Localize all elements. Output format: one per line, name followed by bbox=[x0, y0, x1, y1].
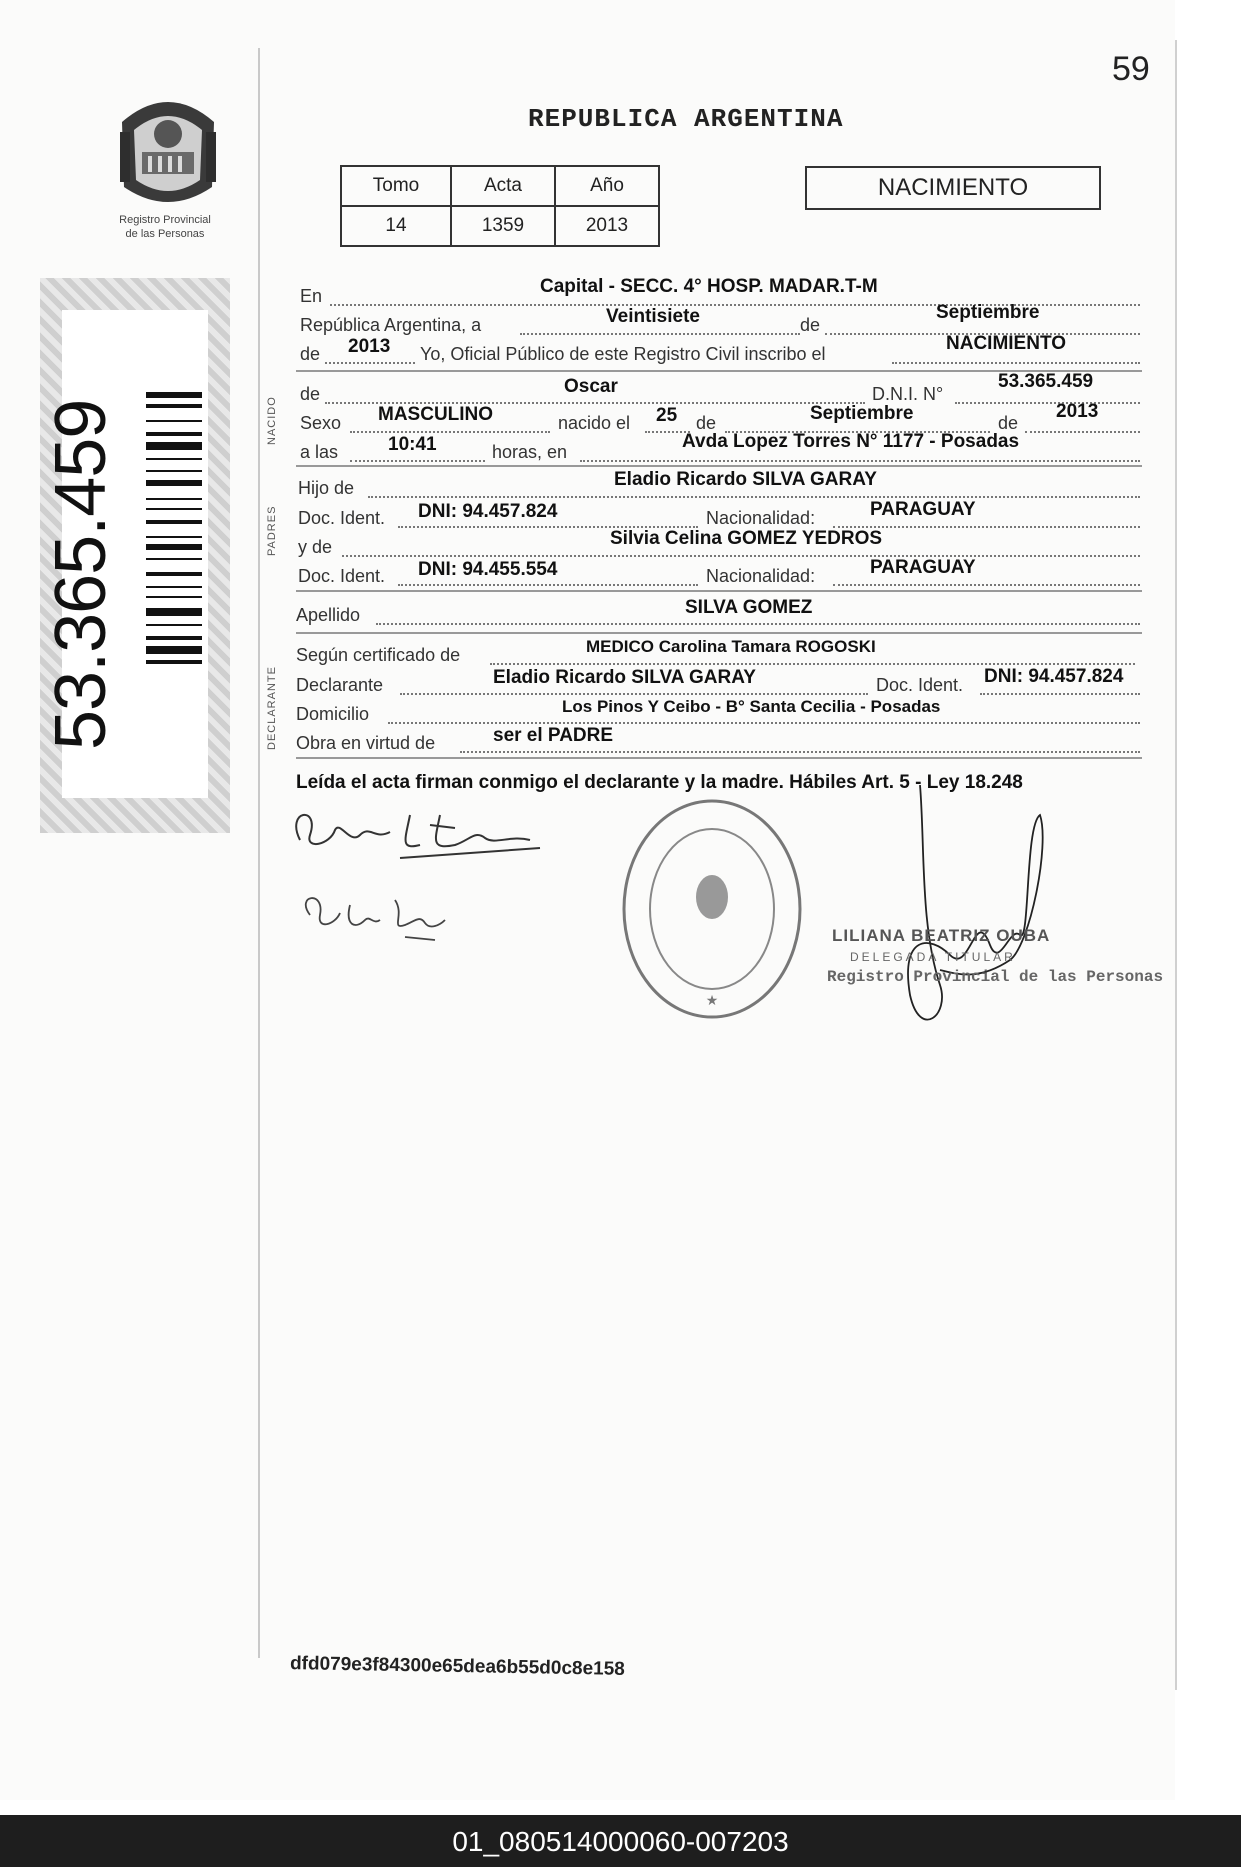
value-doc2: DNI: 94.455.554 bbox=[418, 559, 558, 580]
label-yo: Yo, Oficial Público de este Registro Civil inscribo el bbox=[420, 344, 826, 364]
label-cert: Según certificado de bbox=[296, 645, 461, 665]
section-label-padres: PADRES bbox=[266, 505, 278, 556]
value-decl: Eladio Ricardo SILVA GARAY bbox=[493, 667, 756, 688]
value-father: Eladio Ricardo SILVA GARAY bbox=[614, 469, 877, 490]
value-apellido: SILVA GOMEZ bbox=[685, 597, 813, 618]
value-doc1: DNI: 94.457.824 bbox=[418, 501, 558, 522]
value-name: Oscar bbox=[564, 376, 618, 397]
label-de2: de bbox=[300, 344, 321, 364]
svg-text:★: ★ bbox=[705, 992, 719, 1008]
header-ano: Año bbox=[555, 166, 659, 206]
label-decl: Declarante bbox=[296, 675, 384, 695]
separator bbox=[296, 632, 1142, 634]
value-place: Avda Lopez Torres N° 1177 - Posadas bbox=[682, 431, 1020, 452]
footer-id: 01_080514000060-007203 bbox=[452, 1826, 789, 1857]
label-nac2: Nacionalidad: bbox=[706, 566, 816, 586]
mother-signature-icon bbox=[295, 885, 455, 945]
value-year: 2013 bbox=[348, 336, 391, 357]
record-table bbox=[340, 165, 660, 247]
value-birth-year: 2013 bbox=[1056, 401, 1099, 422]
page-margin bbox=[1175, 0, 1241, 1820]
barcode-icon bbox=[142, 392, 206, 718]
label-de: de bbox=[800, 315, 821, 335]
value-birth-day: 25 bbox=[656, 405, 678, 426]
separator bbox=[296, 590, 1142, 592]
value-month: Septiembre bbox=[936, 302, 1040, 323]
official-name: LILIANA BEATRIZ OUBA bbox=[832, 926, 1051, 945]
label-nacido-de: de bbox=[300, 384, 321, 404]
official-registry: Registro Provincial de las Personas bbox=[827, 968, 1164, 986]
logo-caption-line2: de las Personas bbox=[125, 228, 205, 240]
label-nacido-el: nacido el bbox=[558, 413, 631, 433]
label-en: En bbox=[300, 286, 323, 306]
label-alas: a las bbox=[300, 442, 339, 462]
value-hour: 10:41 bbox=[388, 434, 437, 455]
label-decl-doc: Doc. Ident. bbox=[876, 675, 964, 695]
header-tomo: Tomo bbox=[341, 166, 451, 206]
value-nac1: PARAGUAY bbox=[870, 499, 976, 520]
label-dni: D.N.I. N° bbox=[872, 384, 944, 404]
provincia-misiones-seal-icon bbox=[112, 92, 224, 212]
label-obra: Obra en virtud de bbox=[296, 733, 436, 753]
value-domicilio: Los Pinos Y Ceibo - B° Santa Cecilia - Posadas bbox=[562, 697, 941, 716]
label-domicilio: Domicilio bbox=[296, 704, 370, 724]
declarant-signature-icon bbox=[280, 800, 560, 870]
value-day: Veintisiete bbox=[606, 306, 700, 327]
value-acta: 1359 bbox=[451, 206, 555, 246]
official-round-stamp-icon bbox=[618, 795, 806, 1023]
label-horas: horas, en bbox=[492, 442, 568, 462]
page-number: 59 bbox=[1112, 50, 1150, 88]
value-cert: MEDICO Carolina Tamara ROGOSKI bbox=[586, 637, 876, 656]
label-doc1: Doc. Ident. bbox=[298, 508, 386, 528]
label-apellido: Apellido bbox=[296, 605, 361, 625]
section-label-nacido: NACIDO bbox=[266, 396, 278, 445]
left-margin-line bbox=[258, 48, 260, 1658]
value-inscribo: NACIMIENTO bbox=[946, 333, 1066, 354]
closing-text: Leída el acta firman conmigo el declarante y la madre. Hábiles Art. 5 - Ley 18.248 bbox=[296, 772, 1023, 793]
value-ano: 2013 bbox=[555, 206, 659, 246]
label-de3: de bbox=[696, 413, 717, 433]
separator bbox=[296, 757, 1142, 759]
separator bbox=[296, 465, 1142, 467]
label-hijo: Hijo de bbox=[298, 478, 355, 498]
logo-caption bbox=[90, 213, 240, 241]
right-margin-line bbox=[1175, 40, 1177, 1690]
label-yde: y de bbox=[298, 537, 333, 557]
value-obra: ser el PADRE bbox=[493, 725, 614, 746]
barcode-number: 53.365.459 bbox=[41, 399, 121, 750]
official-signature-icon bbox=[880, 785, 1060, 1045]
value-birth-month: Septiembre bbox=[810, 403, 914, 424]
value-decl-doc: DNI: 94.457.824 bbox=[984, 666, 1124, 687]
section-label-declarante: DECLARANTE bbox=[266, 666, 278, 750]
value-mother: Silvia Celina GOMEZ YEDROS bbox=[610, 528, 883, 549]
header-acta: Acta bbox=[451, 166, 555, 206]
label-sexo: Sexo bbox=[300, 413, 342, 433]
document-title: REPUBLICA ARGENTINA bbox=[528, 104, 844, 134]
value-dni: 53.365.459 bbox=[998, 371, 1094, 392]
logo-caption-line1: Registro Provincial bbox=[119, 214, 211, 226]
label-de4: de bbox=[998, 413, 1019, 433]
value-tomo: 14 bbox=[341, 206, 451, 246]
value-sexo: MASCULINO bbox=[378, 404, 494, 425]
official-role: DELEGADA TITULAR bbox=[850, 950, 1016, 964]
label-nac1: Nacionalidad: bbox=[706, 508, 816, 528]
record-type-box: NACIMIENTO bbox=[805, 166, 1101, 210]
label-republica: República Argentina, a bbox=[300, 315, 482, 335]
value-en: Capital - SECC. 4° HOSP. MADAR.T-M bbox=[540, 276, 878, 297]
document-hash: dfd079e3f84300e65dea6b55d0c8e158 bbox=[289, 1653, 626, 1680]
label-doc2: Doc. Ident. bbox=[298, 566, 386, 586]
value-nac2: PARAGUAY bbox=[870, 557, 976, 578]
